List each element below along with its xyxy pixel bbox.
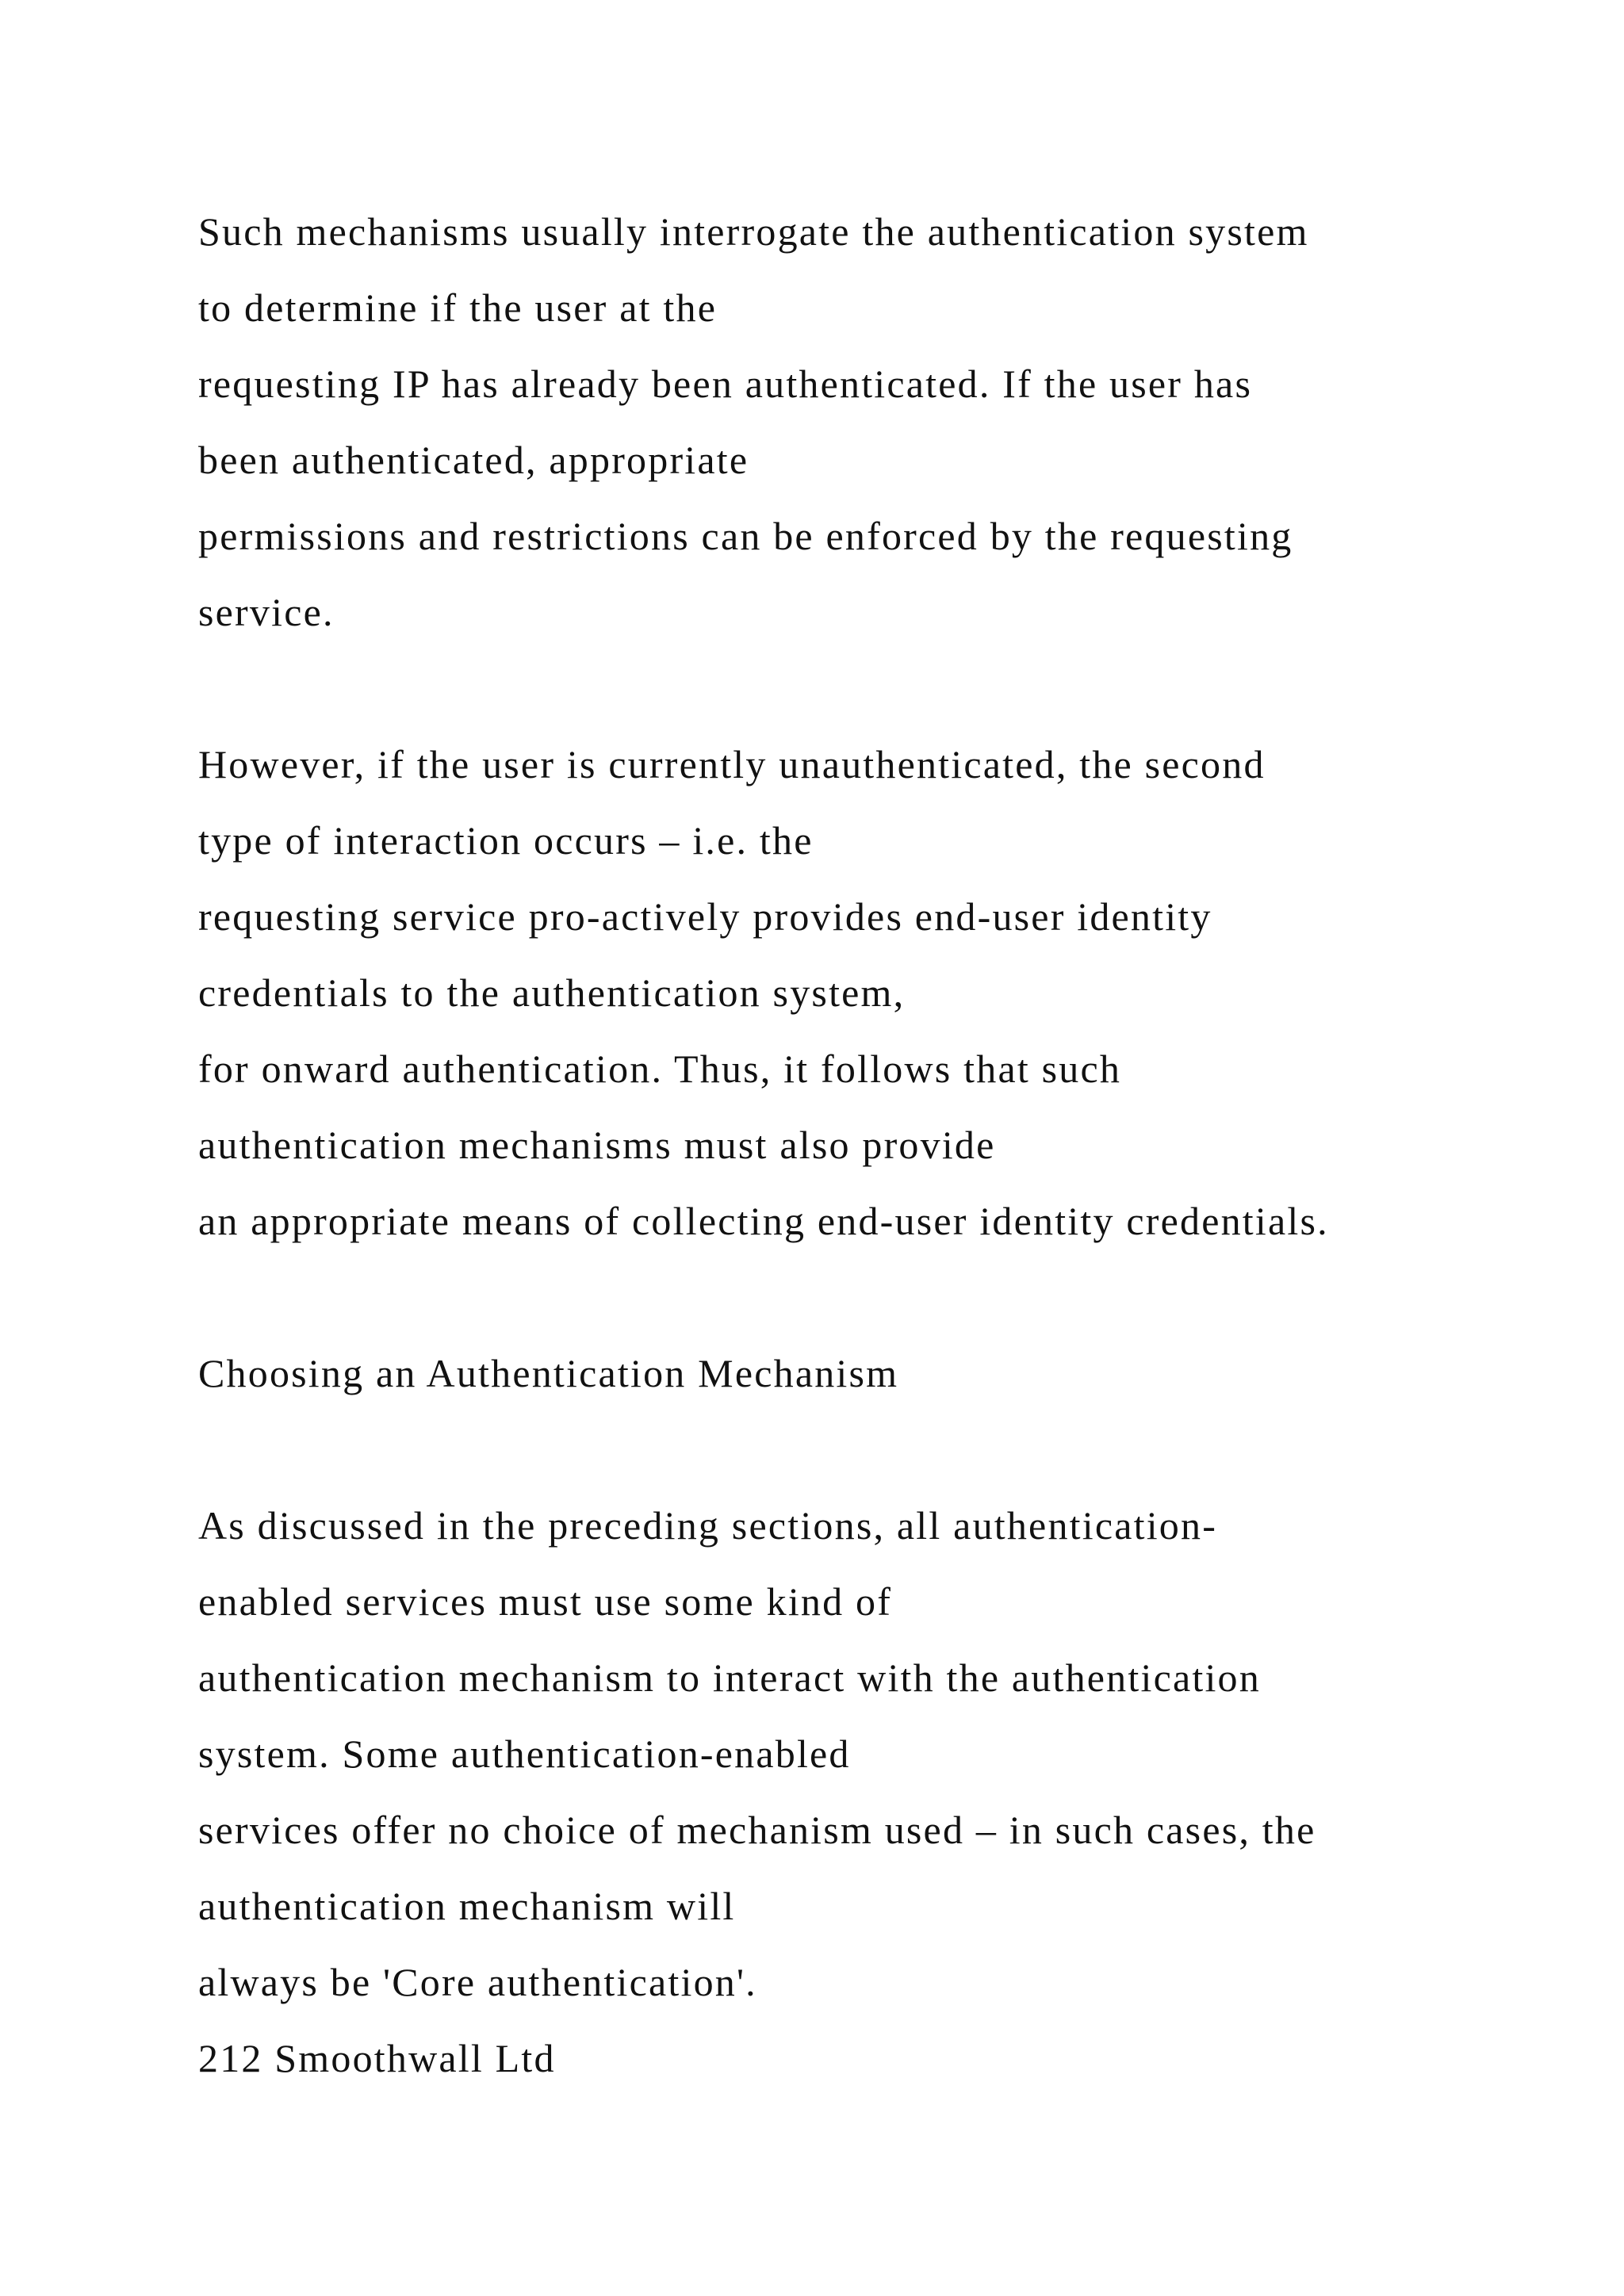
- text-line: authentication mechanism to interact with the authentication: [198, 1655, 1261, 1700]
- document-body: [198, 193, 1594, 2096]
- text-line: authentication mechanisms must also provide: [198, 1123, 996, 1167]
- paragraph-gap: [198, 1259, 1594, 1335]
- page-footer: 212 Smoothwall Ltd: [198, 2036, 556, 2080]
- text-line: always be 'Core authentication'.: [198, 1960, 757, 2004]
- text-line: authentication mechanism will: [198, 1884, 736, 1928]
- text-line: system. Some authentication-enabled: [198, 1732, 851, 1776]
- text-line: However, if the user is currently unauthenticated, the second: [198, 742, 1266, 786]
- text-line: permissions and restrictions can be enforced by the requesting: [198, 514, 1293, 558]
- text-line: services offer no choice of mechanism used – in such cases, the: [198, 1808, 1316, 1852]
- section-heading: Choosing an Authentication Mechanism: [198, 1351, 899, 1395]
- text-line: been authenticated, appropriate: [198, 438, 749, 482]
- text-line: As discussed in the preceding sections, all authentication-: [198, 1503, 1218, 1548]
- text-line: type of interaction occurs – i.e. the: [198, 818, 814, 863]
- paragraph-gap: [198, 650, 1594, 726]
- paragraph-gap: [198, 1411, 1594, 1487]
- text-line: credentials to the authentication system,: [198, 970, 906, 1015]
- text-line: service.: [198, 590, 335, 634]
- text-line: an appropriate means of collecting end-user identity credentials.: [198, 1199, 1329, 1243]
- text-line: for onward authentication. Thus, it follows that such: [198, 1047, 1122, 1091]
- text-line: to determine if the user at the: [198, 285, 718, 330]
- text-line: Such mechanisms usually interrogate the authentication system: [198, 209, 1309, 254]
- text-line: requesting service pro-actively provides end-user identity: [198, 894, 1212, 939]
- text-line: enabled services must use some kind of: [198, 1579, 893, 1624]
- text-line: requesting IP has already been authenticated. If the user has: [198, 362, 1253, 406]
